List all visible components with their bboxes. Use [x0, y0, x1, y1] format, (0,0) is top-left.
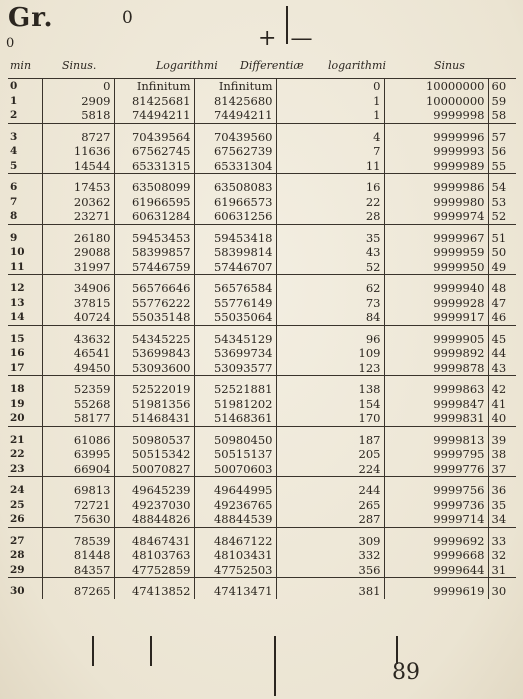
cell-sinus-complement: 9999986: [384, 174, 488, 195]
col-header-min: min: [10, 59, 32, 72]
cell-minute: 2: [8, 108, 42, 123]
cell-logarithm: 60631284: [114, 209, 194, 224]
cell-minute: 0: [8, 79, 42, 94]
cell-difference: 70439560: [194, 123, 276, 144]
cell-logarithm: 74494211: [114, 108, 194, 123]
cell-sinus: 8727: [42, 123, 114, 144]
cell-logarithm: 81425681: [114, 94, 194, 109]
cell-sinus: 23271: [42, 209, 114, 224]
cell-sinus-complement: 9999714: [384, 512, 488, 527]
cell-sinus: 55268: [42, 397, 114, 412]
cell-minute-complement: 52: [488, 209, 516, 224]
cell-difference: 53699734: [194, 346, 276, 361]
cell-difference: 58399814: [194, 245, 276, 260]
cell-minute-complement: 50: [488, 245, 516, 260]
cell-logarithm-complement: 1: [276, 108, 384, 123]
cell-minute: 23: [8, 462, 42, 477]
minus-sign: —: [290, 26, 313, 51]
cell-minute: 8: [8, 209, 42, 224]
cell-minute: 10: [10, 246, 25, 258]
cell-difference: 50070603: [194, 462, 276, 477]
cell-sinus-complement: 9999831: [384, 411, 488, 426]
cell-sinus: 37815: [42, 296, 114, 311]
degree-value: 0: [122, 8, 133, 28]
cell-logarithm: 47752859: [114, 563, 194, 578]
cell-logarithm-complement: 4: [276, 123, 384, 144]
cell-minute: 25: [10, 498, 25, 511]
cell-logarithm: 53699843: [114, 346, 194, 361]
cell-difference: 61966573: [194, 195, 276, 210]
cell-sinus-complement: 9999863: [384, 376, 488, 397]
table-row: [8, 275, 516, 296]
cell-sinus: 40724: [42, 310, 114, 325]
cell-minute: 27: [10, 534, 25, 547]
cell-logarithm: 49237030: [114, 498, 194, 513]
cell-minute: 28: [10, 549, 25, 561]
table-row: [8, 563, 516, 578]
cell-minute-complement: 43: [488, 361, 516, 376]
cell-sinus: 84357: [42, 563, 114, 578]
table-row: [8, 144, 516, 159]
cell-logarithm-complement: 43: [276, 245, 384, 260]
logarithm-table: [8, 78, 516, 599]
cell-difference: 81425680: [194, 94, 276, 109]
cell-sinus: 66904: [42, 462, 114, 477]
cell-sinus-complement: 9999892: [384, 346, 488, 361]
cell-logarithm-complement: 309: [276, 527, 384, 548]
table-row: [8, 174, 516, 195]
cell-sinus-complement: 9999993: [384, 144, 488, 159]
cell-sinus: 72721: [42, 498, 114, 513]
cell-logarithm-complement: 11: [276, 159, 384, 174]
cell-minute-complement: 32: [488, 548, 516, 563]
cell-logarithm-complement: 0: [276, 79, 384, 94]
cell-minute-complement: 37: [488, 462, 516, 477]
cell-logarithm: 70439564: [114, 123, 194, 144]
cell-sinus: 17453: [42, 174, 114, 195]
cell-logarithm-complement: 170: [276, 411, 384, 426]
cell-difference: Infinitum: [194, 79, 276, 94]
cell-difference: 47413471: [194, 578, 276, 599]
cell-sinus-complement: 9999967: [384, 224, 488, 245]
cell-sinus: 5818: [42, 108, 114, 123]
cell-logarithm-complement: 22: [276, 195, 384, 210]
cell-minute-complement: 55: [488, 159, 516, 174]
cell-difference: 50980450: [194, 426, 276, 447]
cell-sinus-complement: 9999959: [384, 245, 488, 260]
cell-minute-complement: 58: [488, 108, 516, 123]
col-header-sinus2: Sinus: [434, 59, 465, 72]
degree-label: Gr.: [8, 3, 54, 33]
cell-logarithm: 59453453: [114, 224, 194, 245]
cell-logarithm: 67562745: [114, 144, 194, 159]
cell-sinus-complement: 10000000: [384, 94, 488, 109]
cell-difference: 55035064: [194, 310, 276, 325]
cell-sinus-complement: 9999878: [384, 361, 488, 376]
cell-minute: 29: [8, 563, 42, 578]
cell-logarithm-complement: 35: [276, 224, 384, 245]
tail-rule-2: [150, 636, 152, 666]
cell-difference: 48467122: [194, 527, 276, 548]
table-row: [8, 94, 516, 109]
cell-sinus: 52359: [42, 376, 114, 397]
cell-sinus: 78539: [42, 527, 114, 548]
table-row: [8, 361, 516, 376]
cell-difference: 47752503: [194, 563, 276, 578]
cell-difference: 60631256: [194, 209, 276, 224]
cell-sinus: 81448: [42, 548, 114, 563]
cell-minute-complement: 60: [488, 79, 516, 94]
cell-logarithm-complement: 28: [276, 209, 384, 224]
table-row: [8, 325, 516, 346]
table-row: [8, 411, 516, 426]
cell-logarithm: 48103763: [114, 548, 194, 563]
table-row: [8, 376, 516, 397]
cell-sinus: 31997: [42, 260, 114, 275]
cell-minute: 15: [10, 332, 25, 345]
col-header-logarithmi2: logarithmi: [328, 59, 386, 72]
cell-logarithm: 51981356: [114, 397, 194, 412]
plus-sign: +: [258, 26, 277, 51]
cell-minute: 11: [8, 260, 42, 275]
cell-logarithm-complement: 16: [276, 174, 384, 195]
cell-sinus: 61086: [42, 426, 114, 447]
cell-logarithm: 54345225: [114, 325, 194, 346]
cell-sinus-complement: 9999905: [384, 325, 488, 346]
cell-difference: 67562739: [194, 144, 276, 159]
cell-minute-complement: 35: [488, 498, 516, 513]
cell-minute-complement: 56: [488, 144, 516, 159]
cell-minute: 7: [10, 195, 18, 208]
table-row: [8, 548, 516, 563]
table-row: [8, 79, 516, 94]
table-row: [8, 498, 516, 513]
cell-minute: 20: [8, 411, 42, 426]
tail-rule-3: [274, 636, 276, 696]
table-row: [8, 224, 516, 245]
cell-sinus: 20362: [42, 195, 114, 210]
cell-logarithm-complement: 138: [276, 376, 384, 397]
cell-minute-complement: 38: [488, 447, 516, 462]
cell-sinus-complement: 9999813: [384, 426, 488, 447]
cell-logarithm-complement: 84: [276, 310, 384, 325]
cell-difference: 63508083: [194, 174, 276, 195]
cell-sinus-complement: 9999989: [384, 159, 488, 174]
cell-sinus-complement: 9999692: [384, 527, 488, 548]
cell-minute-complement: 42: [488, 376, 516, 397]
cell-minute-complement: 36: [488, 477, 516, 498]
cell-logarithm: 65331315: [114, 159, 194, 174]
cell-difference: 51468361: [194, 411, 276, 426]
cell-difference: 59453418: [194, 224, 276, 245]
table-row: [8, 195, 516, 210]
cell-minute-complement: 31: [488, 563, 516, 578]
cell-sinus-complement: 9999847: [384, 397, 488, 412]
cell-minute: 24: [10, 484, 25, 496]
cell-logarithm: 63508099: [114, 174, 194, 195]
cell-minute: 26: [8, 512, 42, 527]
cell-minute-complement: 59: [488, 94, 516, 109]
cell-sinus-complement: 9999996: [384, 123, 488, 144]
cell-logarithm-complement: 96: [276, 325, 384, 346]
cell-sinus-complement: 9999619: [384, 578, 488, 599]
cell-logarithm-complement: 381: [276, 578, 384, 599]
cell-logarithm: 48844826: [114, 512, 194, 527]
cell-logarithm-complement: 224: [276, 462, 384, 477]
cell-sinus-complement: 9999940: [384, 275, 488, 296]
cell-sinus: 29088: [42, 245, 114, 260]
cell-difference: 48844539: [194, 512, 276, 527]
cell-difference: 55776149: [194, 296, 276, 311]
cell-minute-complement: 30: [488, 578, 516, 599]
table-row: [8, 512, 516, 527]
page-number: 89: [392, 660, 420, 685]
cell-difference: 65331304: [194, 159, 276, 174]
cell-minute-complement: 48: [488, 275, 516, 296]
cell-difference: 49236765: [194, 498, 276, 513]
cell-minute: 14: [8, 310, 42, 325]
cell-sinus: 46541: [42, 346, 114, 361]
cell-sinus-complement: 9999974: [384, 209, 488, 224]
cell-sinus-complement: 9999950: [384, 260, 488, 275]
cell-logarithm: 51468431: [114, 411, 194, 426]
cell-sinus: 87265: [42, 578, 114, 599]
cell-minute: 16: [10, 347, 25, 359]
cell-logarithm-complement: 265: [276, 498, 384, 513]
cell-sinus-complement: 9999928: [384, 296, 488, 311]
cell-minute: 4: [10, 145, 18, 157]
cell-sinus-complement: 9999795: [384, 447, 488, 462]
cell-minute: 17: [8, 361, 42, 376]
cell-logarithm: 50980537: [114, 426, 194, 447]
cell-sinus-complement: 9999998: [384, 108, 488, 123]
cell-difference: 56576584: [194, 275, 276, 296]
cell-logarithm: 55776222: [114, 296, 194, 311]
cell-logarithm: 47413852: [114, 578, 194, 599]
cell-sinus: 34906: [42, 275, 114, 296]
table-row: [8, 447, 516, 462]
table-row: [8, 346, 516, 361]
tail-rule-1: [92, 636, 94, 666]
cell-sinus: 43632: [42, 325, 114, 346]
cell-sinus-complement: 9999776: [384, 462, 488, 477]
cell-minute-complement: 57: [488, 123, 516, 144]
cell-sinus: 75630: [42, 512, 114, 527]
table-row: [8, 159, 516, 174]
cell-sinus: 58177: [42, 411, 114, 426]
col-header-differentiae: Differentiæ: [240, 59, 304, 72]
cell-sinus: 63995: [42, 447, 114, 462]
cell-minute: 30: [10, 585, 25, 597]
cell-sinus-complement: 9999736: [384, 498, 488, 513]
cell-difference: 49644995: [194, 477, 276, 498]
cell-logarithm: 58399857: [114, 245, 194, 260]
cell-difference: 50515137: [194, 447, 276, 462]
cell-logarithm: 49645239: [114, 477, 194, 498]
table-row: [8, 397, 516, 412]
cell-sinus: 11636: [42, 144, 114, 159]
cell-difference: 53093577: [194, 361, 276, 376]
cell-logarithm-complement: 123: [276, 361, 384, 376]
table-row: [8, 310, 516, 325]
table-row: [8, 245, 516, 260]
table-row: [8, 477, 516, 498]
plus-minus: [258, 26, 312, 51]
cell-logarithm-complement: 52: [276, 260, 384, 275]
cell-difference: 57446707: [194, 260, 276, 275]
cell-minute: 6: [10, 181, 18, 193]
col-header-logarithmi: Logarithmi: [156, 59, 218, 72]
cell-minute: 21: [10, 433, 25, 446]
cell-minute-complement: 34: [488, 512, 516, 527]
cell-minute-complement: 46: [488, 310, 516, 325]
cell-difference: 74494211: [194, 108, 276, 123]
cell-logarithm-complement: 154: [276, 397, 384, 412]
cell-minute-complement: 40: [488, 411, 516, 426]
cell-minute: 5: [8, 159, 42, 174]
cell-minute: 9: [10, 231, 18, 244]
table-row: [8, 578, 516, 599]
table-row: [8, 108, 516, 123]
cell-logarithm: 50070827: [114, 462, 194, 477]
cell-sinus: 0: [42, 79, 114, 94]
cell-minute-complement: 47: [488, 296, 516, 311]
cell-sinus-complement: 9999756: [384, 477, 488, 498]
cell-logarithm-complement: 7: [276, 144, 384, 159]
table-row: [8, 527, 516, 548]
table-row: [8, 209, 516, 224]
cell-minute-complement: 39: [488, 426, 516, 447]
cell-logarithm: Infinitum: [114, 79, 194, 94]
cell-sinus: 49450: [42, 361, 114, 376]
cell-logarithm: 57446759: [114, 260, 194, 275]
table-row: [8, 462, 516, 477]
cell-sinus-complement: 10000000: [384, 79, 488, 94]
cell-difference: 51981202: [194, 397, 276, 412]
cell-sinus: 14544: [42, 159, 114, 174]
cell-minute: 19: [10, 397, 25, 410]
cell-logarithm: 55035148: [114, 310, 194, 325]
cell-logarithm: 50515342: [114, 447, 194, 462]
cell-minute-complement: 33: [488, 527, 516, 548]
cell-minute-complement: 53: [488, 195, 516, 210]
cell-logarithm: 61966595: [114, 195, 194, 210]
degree-value-left: 0: [6, 36, 15, 51]
cell-sinus-complement: 9999668: [384, 548, 488, 563]
table-row: [8, 426, 516, 447]
cell-logarithm: 52522019: [114, 376, 194, 397]
cell-logarithm-complement: 205: [276, 447, 384, 462]
cell-sinus: 2909: [42, 94, 114, 109]
cell-sinus-complement: 9999980: [384, 195, 488, 210]
table-row: [8, 123, 516, 144]
cell-sinus-complement: 9999644: [384, 563, 488, 578]
cell-logarithm-complement: 62: [276, 275, 384, 296]
cell-sinus-complement: 9999917: [384, 310, 488, 325]
cell-logarithm-complement: 356: [276, 563, 384, 578]
cell-difference: 52521881: [194, 376, 276, 397]
cell-minute: 22: [10, 448, 25, 460]
cell-minute-complement: 44: [488, 346, 516, 361]
cell-logarithm-complement: 287: [276, 512, 384, 527]
cell-logarithm-complement: 1: [276, 94, 384, 109]
cell-sinus: 26180: [42, 224, 114, 245]
cell-logarithm-complement: 187: [276, 426, 384, 447]
cell-difference: 54345129: [194, 325, 276, 346]
cell-minute-complement: 49: [488, 260, 516, 275]
cell-logarithm: 56576646: [114, 275, 194, 296]
cell-logarithm: 48467431: [114, 527, 194, 548]
cell-minute: 12: [10, 282, 25, 294]
cell-logarithm-complement: 332: [276, 548, 384, 563]
col-header-sinus: Sinus.: [62, 59, 97, 72]
cell-logarithm-complement: 244: [276, 477, 384, 498]
cell-minute-complement: 54: [488, 174, 516, 195]
cell-minute: 18: [10, 383, 25, 395]
cell-minute: 1: [10, 94, 18, 107]
cell-logarithm-complement: 109: [276, 346, 384, 361]
cell-difference: 48103431: [194, 548, 276, 563]
cell-minute-complement: 51: [488, 224, 516, 245]
cell-minute: 13: [10, 296, 25, 309]
cell-minute-complement: 45: [488, 325, 516, 346]
table-row: [8, 260, 516, 275]
cell-logarithm-complement: 73: [276, 296, 384, 311]
cell-minute: 3: [10, 130, 18, 143]
cell-minute-complement: 41: [488, 397, 516, 412]
table-row: [8, 296, 516, 311]
cell-logarithm: 53093600: [114, 361, 194, 376]
cell-sinus: 69813: [42, 477, 114, 498]
